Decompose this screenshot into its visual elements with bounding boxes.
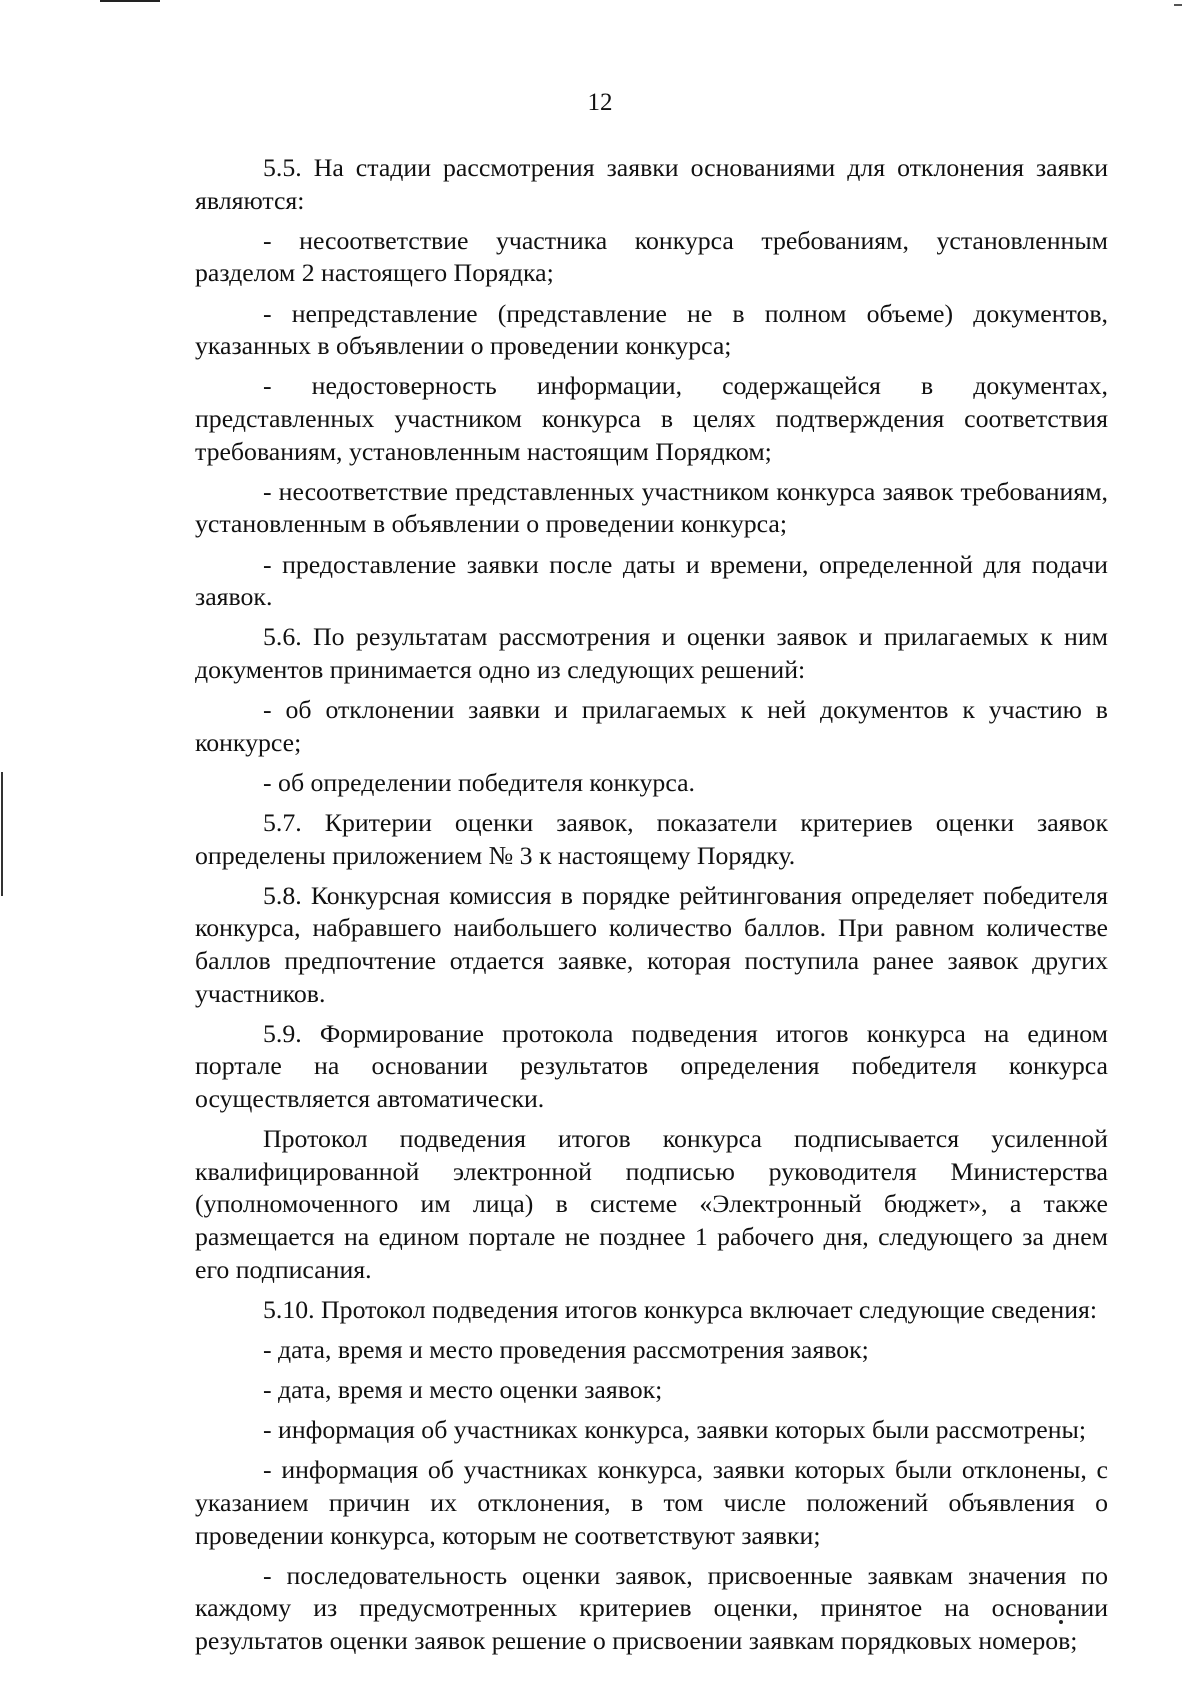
list-item: - об определении победителя конкурса. — [263, 767, 695, 797]
list-item: - информация об участниках конкурса, заявки которых были отклонены, с указанием причин их отклонения, в том числе положений объявления о проведении конкурса, которым не соответствуют заявки; — [195, 1455, 1108, 1550]
paragraph-5-8: 5.8. Конкурсная комиссия в порядке рейтингования определяет победителя конкурса, набравшего наибольшего количество баллов. При равном количестве баллов предпочтение отдается заявке, которая поступила ранее заявок других участников. — [195, 880, 1108, 1008]
paragraph-protocol-signing: Протокол подведения итогов конкурса подписывается усиленной квалифицированной электронной подписью руководителя Министерства (уполномоченного им лица) в системе «Электронный бюджет», а также размещается на едином портале не позднее 1 рабочего дня, следующего за днем его подписания. — [195, 1124, 1108, 1284]
list-item: - последовательность оценки заявок, присвоенные заявкам значения по каждому из предусмотренных критериев оценки, принятое на основании результатов оценки заявок решение о присвоении заявкам порядковых номеров; — [195, 1560, 1108, 1656]
list-item: - дата, время и место проведения рассмотрения заявок; — [263, 1334, 869, 1364]
list-item: - несоответствие представленных участником конкурса заявок требованиям, установленным в объявлении о проведении конкурса; — [195, 476, 1108, 539]
paragraph-5-10: 5.10. Протокол подведения итогов конкурса включает следующие сведения: — [263, 1294, 1098, 1324]
list-item: - несоответствие участника конкурса требованиям, установленным разделом 2 настоящего Порядка; — [195, 225, 1108, 288]
scan-artifact-line — [100, 0, 160, 2]
paragraph-5-5: 5.5. На стадии рассмотрения заявки основаниями для отклонения заявки являются: — [195, 153, 1108, 215]
document-body — [195, 152, 1108, 1665]
paragraph-5-7: 5.7. Критерии оценки заявок, показатели критериев оценки заявок определены приложением № 3 к настоящему Порядку. — [195, 808, 1108, 870]
list-item: - предоставление заявки после даты и времени, определенной для подачи заявок. — [195, 549, 1108, 612]
paragraph-5-6: 5.6. По результатам рассмотрения и оценки заявок и прилагаемых к ним документов принимается одно из следующих решений: — [195, 622, 1108, 684]
list-item: - недостоверность информации, содержащейся в документах, представленных участником конкурса в целях подтверждения соответствия требованиям, установленным настоящим Порядком; — [195, 371, 1108, 466]
list-item: - дата, время и место оценки заявок; — [263, 1375, 663, 1405]
page-number: 12 — [587, 89, 613, 116]
list-item: - непредставление (представление не в полном объеме) документов, указанных в объявлении о проведении конкурса; — [195, 298, 1108, 361]
scan-artifact-edge — [1, 772, 3, 896]
paragraph-5-9: 5.9. Формирование протокола подведения итогов конкурса на едином портале на основании результатов определения победителя конкурса осуществляется автоматически. — [195, 1018, 1108, 1113]
list-item: - об отклонении заявки и прилагаемых к ней документов к участию в конкурсе; — [195, 695, 1108, 757]
scan-artifact-mark — [1174, 4, 1182, 6]
list-item: - информация об участниках конкурса, заявки которых были рассмотрены; — [263, 1415, 1086, 1445]
